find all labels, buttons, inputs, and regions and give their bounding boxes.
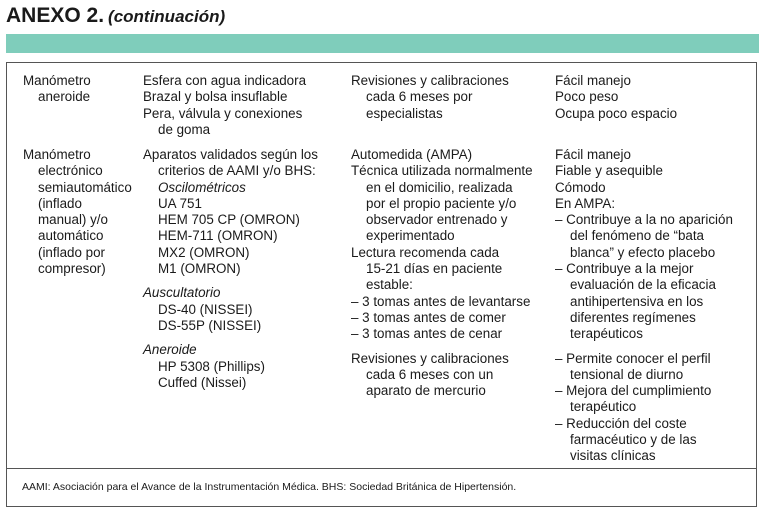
- text-line: Pera, válvula y conexiones: [143, 105, 303, 121]
- row1-components: [143, 73, 306, 138]
- text-line: aparato de mercurio: [366, 383, 486, 399]
- text-line: Brazal y bolsa insuflable: [143, 89, 288, 105]
- list-item: – Contribuye a la no aparición: [555, 212, 733, 228]
- text-line: Manómetro: [23, 73, 91, 88]
- text-line: especialistas: [366, 105, 443, 121]
- title-main: ANEXO 2.: [6, 4, 105, 27]
- text-line: Técnica utilizada normalmente: [351, 163, 533, 179]
- text-line: semiautomático: [38, 179, 132, 195]
- device-item: DS-55P (NISSEI): [158, 317, 262, 333]
- list-item: – 3 tomas antes de levantarse: [351, 293, 531, 309]
- text-line: automático: [38, 228, 104, 244]
- text-line: Esfera con agua indicadora: [143, 73, 307, 88]
- device-item: M1 (OMRON): [158, 261, 241, 277]
- device-item: HP 5308 (Phillips): [158, 358, 265, 374]
- text-line: criterios de AAMI y/o BHS:: [158, 163, 316, 179]
- device-item: UA 751: [158, 195, 202, 211]
- text-line: evaluación de la eficacia: [570, 277, 716, 293]
- text-line: blanca” y efecto placebo: [570, 244, 716, 260]
- row2-components: [143, 147, 318, 391]
- annex-table: [6, 62, 757, 507]
- list-item: – Contribuye a la mejor: [555, 261, 694, 277]
- row2-maintenance: [351, 147, 533, 399]
- text-line: del fenómeno de “bata: [570, 228, 705, 244]
- text-line: Lectura recomenda cada: [351, 244, 500, 260]
- text-line: Revisiones y calibraciones: [351, 73, 509, 88]
- list-item: – Mejora del cumplimiento: [555, 383, 712, 399]
- auscultatory-heading: Auscultatorio: [143, 285, 221, 301]
- list-item: – Permite conocer el perfil: [555, 350, 711, 366]
- text-line: Fiable y asequible: [555, 163, 663, 179]
- text-line: observador entrenado y: [366, 212, 508, 228]
- header-band: [6, 34, 759, 53]
- text-line: compresor): [38, 261, 106, 277]
- aneroid-heading: Aneroide: [143, 342, 197, 358]
- text-line: Fácil manejo: [555, 147, 631, 162]
- page-title: [6, 4, 225, 28]
- text-line: Automedida (AMPA): [351, 147, 473, 162]
- device-item: MX2 (OMRON): [158, 244, 250, 260]
- list-item: – 3 tomas antes de cenar: [351, 326, 503, 342]
- text-line: diferentes regímenes: [570, 309, 696, 325]
- footer-divider: [7, 468, 756, 469]
- text-line: antihipertensiva en los: [570, 293, 704, 309]
- text-line: (inflado por: [38, 244, 105, 260]
- text-line: cada 6 meses con un: [366, 366, 494, 382]
- text-line: de goma: [158, 121, 211, 137]
- text-line: 15-21 días en paciente: [366, 261, 503, 277]
- text-line: En AMPA:: [555, 195, 616, 211]
- text-line: (inflado: [38, 195, 82, 211]
- text-line: Aparatos validados según los: [143, 147, 318, 162]
- text-line: estable:: [366, 277, 413, 293]
- device-item: HEM 705 CP (OMRON): [158, 212, 300, 228]
- row1-advantages: [555, 73, 677, 122]
- text-line: Revisiones y calibraciones: [351, 350, 509, 366]
- text-line: Cómodo: [555, 179, 606, 195]
- device-item: DS-40 (NISSEI): [158, 301, 253, 317]
- list-item: – 3 tomas antes de comer: [351, 309, 506, 325]
- device-item: Cuffed (Nissei): [158, 374, 247, 390]
- text-line: terapéuticos: [570, 326, 643, 342]
- text-line: terapéutico: [570, 399, 637, 415]
- text-line: Ocupa poco espacio: [555, 105, 678, 121]
- text-line: farmacéutico y de las: [570, 432, 697, 448]
- footnote: AAMI: Asociación para el Avance de la Instrumentación Médica. BHS: Sociedad Británica de Hipertensión.: [22, 481, 517, 493]
- row2-device: [23, 147, 132, 277]
- text-line: electrónico: [38, 163, 103, 179]
- text-line: cada 6 meses por: [366, 89, 473, 105]
- text-line: Manómetro: [23, 147, 91, 162]
- text-line: tensional de diurno: [570, 366, 684, 382]
- text-line: Fácil manejo: [555, 73, 631, 88]
- text-line: en el domicilio, realizada: [366, 179, 513, 195]
- oscilometric-heading: Oscilométricos: [158, 179, 246, 195]
- row1-maintenance: [351, 73, 509, 122]
- text-line: Poco peso: [555, 89, 619, 105]
- row1-device: [23, 73, 91, 106]
- text-line: por el propio paciente y/o: [366, 195, 517, 211]
- list-item: – Reducción del coste: [555, 415, 687, 431]
- text-line: aneroide: [38, 89, 91, 105]
- row2-advantages: [555, 147, 733, 465]
- device-item: HEM-711 (OMRON): [158, 228, 278, 244]
- text-line: visitas clínicas: [570, 448, 656, 464]
- title-sub: (continuación): [108, 7, 226, 26]
- text-line: experimentado: [366, 228, 455, 244]
- text-line: manual) y/o: [38, 212, 108, 228]
